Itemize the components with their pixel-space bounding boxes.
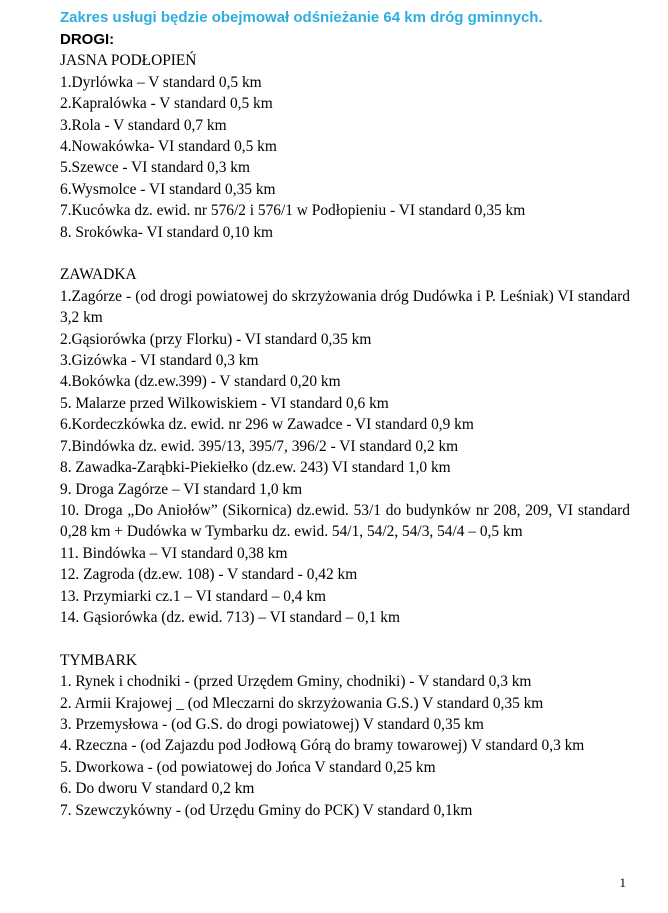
list-item: 14. Gąsiorówka (dz. ewid. 713) – VI standard – 0,1 km (60, 608, 400, 626)
list-item: 6.Wysmolce - VI standard 0,35 km (60, 180, 276, 198)
list-item: 11. Bindówka – VI standard 0,38 km (60, 544, 288, 562)
list-item: 7.Bindówka dz. ewid. 395/13, 395/7, 396/2 - VI standard 0,2 km (60, 437, 459, 455)
section-heading: ZAWADKA (60, 266, 137, 284)
list-item: 2.Kapralówka - V standard 0,5 km (60, 95, 273, 113)
list-item: 3.Gizówka - VI standard 0,3 km (60, 352, 259, 370)
list-item: 8. Srokówka- VI standard 0,10 km (60, 223, 274, 241)
list-item: 13. Przymiarki cz.1 – VI standard – 0,4 km (60, 587, 327, 605)
document-title: DROGI: (60, 31, 115, 48)
list-item: 10. Droga „Do Aniołów” (Sikornica) dz.ewid. 53/1 do budynków nr 208, 209, VI standard 0,28 km + Dudówka w Tymbarku dz. ewid. 54/1, 54/2, 54/3, 54/4 – 0,5 km (60, 501, 630, 541)
list-item: 4. Rzeczna - (od Zajazdu pod Jodłową Górą do bramy towarowej) V standard 0,3 km (60, 737, 585, 755)
list-item: 7.Kucówka dz. ewid. nr 576/2 i 576/1 w Podłopieniu - VI standard 0,35 km (60, 202, 526, 220)
list-item: 5.Szewce - VI standard 0,3 km (60, 159, 250, 177)
list-item: 4.Bokówka (dz.ew.399) - V standard 0,20 km (60, 373, 341, 391)
document-headline: Zakres usługi będzie obejmował odśnieżanie 64 km dróg gminnych. (60, 9, 543, 26)
list-item: 5. Malarze przed Wilkowiskiem - VI standard 0,6 km (60, 394, 389, 412)
section-jasna-podlopien (60, 50, 630, 243)
list-item: 2.Gąsiorówka (przy Florku) - VI standard 0,35 km (60, 330, 372, 348)
list-item: 1.Zagórze - (od drogi powiatowej do skrzyżowania dróg Dudówka i P. Leśniak) VI standard 3,2 km (60, 287, 630, 327)
section-heading: JASNA PODŁOPIEŃ (60, 52, 197, 70)
list-item: 1.Dyrlówka – V standard 0,5 km (60, 73, 262, 91)
list-item: 9. Droga Zagórze – VI standard 1,0 km (60, 480, 303, 498)
section-tymbark (60, 650, 630, 821)
section-spacer (60, 628, 630, 649)
document-body (60, 29, 630, 821)
list-item: 4.Nowakówka- VI standard 0,5 km (60, 138, 277, 156)
list-item: 12. Zagroda (dz.ew. 108) - V standard - 0,42 km (60, 566, 358, 584)
section-spacer (60, 243, 630, 264)
section-heading: TYMBARK (60, 651, 137, 669)
list-item: 6. Do dworu V standard 0,2 km (60, 780, 255, 798)
page-number: 1 (619, 875, 626, 890)
list-item: 2. Armii Krajowej _ (od Mleczarni do skrzyżowania G.S.) V standard 0,35 km (60, 694, 544, 712)
list-item: 5. Dworkowa - (od powiatowej do Jońca V standard 0,25 km (60, 758, 436, 776)
list-item: 7. Szewczykówny - (od Urzędu Gminy do PCK) V standard 0,1km (60, 801, 473, 819)
list-item: 8. Zawadka-Zarąbki-Piekiełko (dz.ew. 243) VI standard 1,0 km (60, 459, 451, 477)
list-item: 3.Rola - V standard 0,7 km (60, 116, 227, 134)
list-item: 1. Rynek i chodniki - (przed Urzędem Gminy, chodniki) - V standard 0,3 km (60, 673, 532, 691)
list-item: 6.Kordeczkówka dz. ewid. nr 296 w Zawadce - VI standard 0,9 km (60, 416, 474, 434)
list-item: 3. Przemysłowa - (od G.S. do drogi powiatowej) V standard 0,35 km (60, 715, 484, 733)
section-zawadka (60, 264, 630, 628)
